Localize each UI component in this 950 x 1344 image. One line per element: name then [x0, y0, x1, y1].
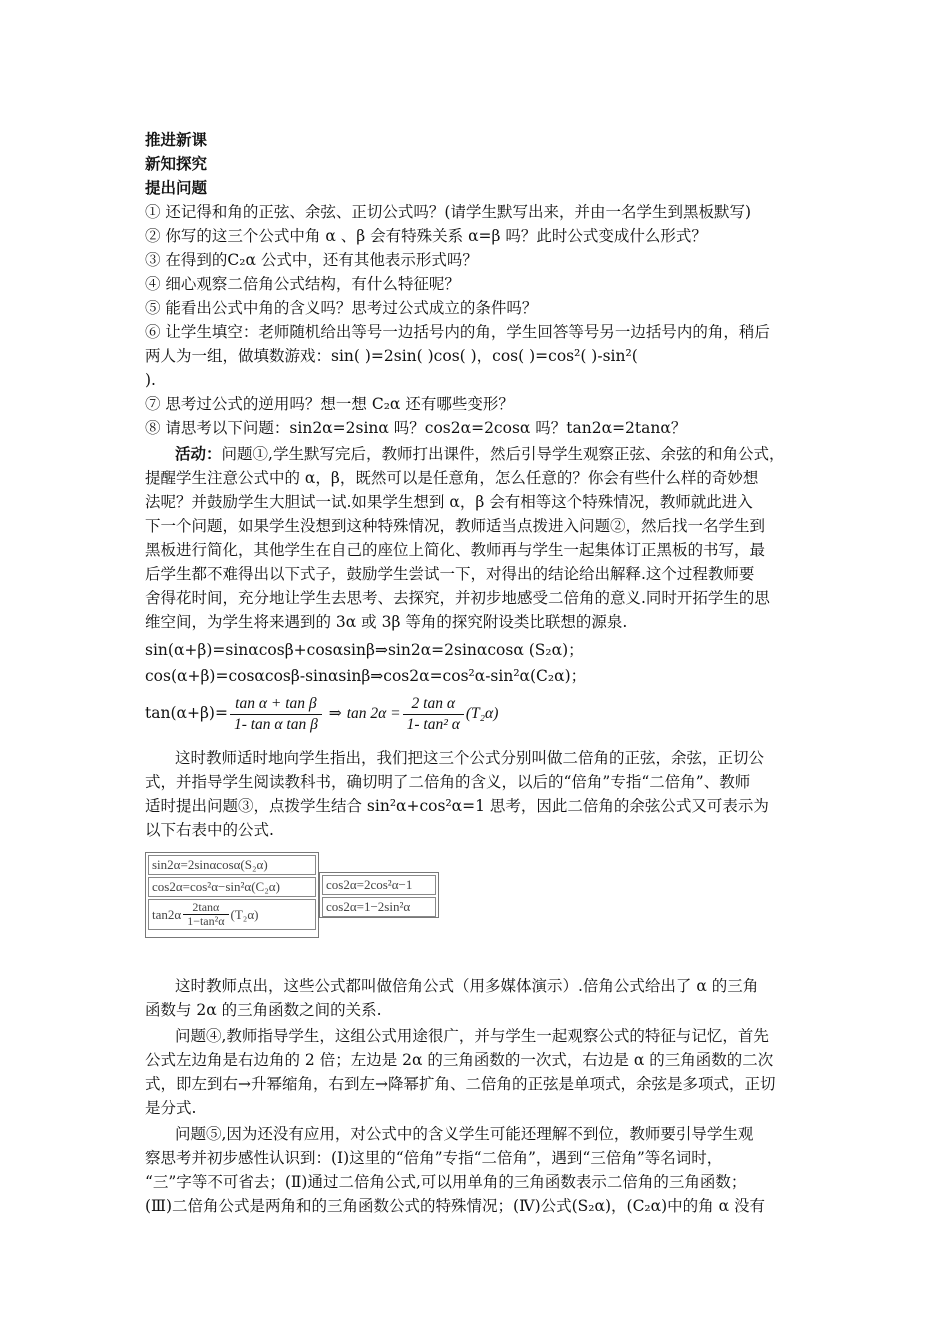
box-tan2a-den: 1−tan²α — [187, 914, 225, 928]
para3-line: 函数与 2α 的三角函数之间的关系. — [145, 1001, 382, 1019]
question-7: ⑦ 思考过公式的逆用吗？想一想 C₂α 还有哪些变形？ — [145, 395, 514, 413]
para4-line: 式，即左到右→升幂缩角，右到左→降幂扩角、二倍角的正弦是单项式，余弦是多项式，正切 — [145, 1075, 776, 1093]
para2-line: 适时提出问题③，点拨学生结合 sin²α+cos²α=1 思考，因此二倍角的余弦公式又可表示为 — [145, 797, 769, 815]
question-6-cont: 两人为一组，做填数游戏：sin( )=2sin( )cos( )，cos( )=cos²( )-sin²( — [145, 347, 638, 365]
tan-sum-fraction — [230, 694, 322, 735]
activity-line: 法呢？并鼓励学生大胆试一试.如果学生想到 α，β 会有相等这个特殊情况，教师就此进入 — [145, 493, 753, 511]
para4-line: 公式左边角是右边角的 2 倍；左边是 2α 的三角函数的一次式，右边是 α 的三角函数的二次 — [145, 1051, 774, 1069]
activity-line: 黑板进行简化，其他学生在自己的座位上简化、教师再与学生一起集体订正黑板的书写，最 — [145, 541, 766, 559]
tan2-numerator: 2 tan α — [403, 694, 464, 715]
question-4: ④ 细心观察二倍角公式结构，有什么特征呢？ — [145, 275, 460, 293]
question-8: ⑧ 请思考以下问题：sin2α=2sinα 吗？cos2α=2cosα 吗？tan2α=2tanα？ — [145, 419, 687, 437]
tan2-denominator: 1- tan² α — [406, 715, 460, 733]
heading-explore: 新知探究 — [145, 155, 208, 173]
question-6: ⑥ 让学生填空：老师随机给出等号一边括号内的角，学生回答等号另一边括号内的角，稍后 — [145, 323, 770, 341]
para2-line: 这时教师适时地向学生指出，我们把这三个公式分别叫做二倍角的正弦，余弦，正切公 — [175, 749, 765, 767]
activity-line: 维空间，为学生将来遇到的 3α 或 3β 等角的探究附设类比联想的源泉. — [145, 613, 628, 631]
box-cos2a-2: cos2α=1−2sin²α — [322, 897, 436, 917]
para5-line: (Ⅲ)二倍角公式是两角和的三角函数公式的特殊情况；(Ⅳ)公式(S₂α)，(C₂α)中的角 α 没有 — [145, 1197, 765, 1215]
para5-line: 察思考并初步感性认识到：(Ⅰ)这里的“倍角”专指“二倍角”，遇到“三倍角”等名词时， — [145, 1149, 723, 1167]
activity-line — [145, 442, 784, 466]
tan2-left: tan 2α = — [346, 705, 401, 722]
question-1: ① 还记得和角的正弦、余弦、正切公式吗？(请学生默写出来，并由一名学生到黑板默写) — [145, 203, 752, 221]
tan2-tag: (T₂α) — [465, 705, 499, 722]
box-cos2a: cos2α=cos²α−sin²α(C₂α) — [148, 877, 316, 897]
formula-box-left — [145, 852, 319, 938]
formula-box-right — [319, 872, 439, 918]
box-tan2a-tag: (T₂α) — [230, 906, 259, 922]
box-tan2a — [148, 899, 316, 930]
tan-sum-numerator: tan α + tan β — [230, 694, 322, 715]
box-sin2a: sin2α=2sinαcosα(S₂α) — [148, 855, 316, 875]
formula-tan2a — [145, 693, 498, 735]
formula-cos2a: cos(α+β)=cosαcosβ-sinαsinβ⇒cos2α=cos²α-sin²α(C₂α)； — [145, 667, 587, 685]
activity-text: 问题①,学生默写完后，教师打出课件，然后引导学生观察正弦、余弦的和角公式， — [221, 445, 785, 463]
para4-line: 问题④,教师指导学生，这组公式用途很广，并与学生一起观察公式的特征与记忆，首先 — [175, 1027, 769, 1045]
implies-arrow: ⇒ — [328, 704, 342, 722]
formula-sin2a: sin(α+β)=sinαcosβ+cosαsinβ⇒sin2α=2sinαcosα (S₂α)； — [145, 641, 584, 659]
activity-line: 提醒学生注意公式中的 α，β，既然可以是任意角，怎么任意的？你会有些什么样的奇妙想 — [145, 469, 759, 487]
activity-line: 下一个问题，如果学生没想到这种特殊情况，教师适当点拨进入问题②，然后找一名学生到 — [145, 517, 766, 535]
activity-line: 舍得花时间，充分地让学生去思考、去探究，并初步地感受二倍角的意义.同时开拓学生的思 — [145, 589, 770, 607]
para2-line: 以下右表中的公式. — [145, 821, 274, 839]
para4-line: 是分式. — [145, 1099, 197, 1117]
question-2: ② 你写的这三个公式中角 α 、β 会有特殊关系 α=β 吗？此时公式变成什么形式？ — [145, 227, 707, 245]
box-cos2a-1: cos2α=2cos²α−1 — [322, 875, 436, 895]
heading-new-lesson: 推进新课 — [145, 131, 208, 149]
question-3: ③ 在得到的C₂α 公式中，还有其他表示形式吗？ — [145, 251, 478, 269]
box-tan2a-frac — [183, 901, 228, 928]
para5-line: “三”字等不可省去；(Ⅱ)通过二倍角公式,可以用单角的三角函数表示二倍角的三角函数； — [145, 1173, 747, 1191]
activity-label: 活动： — [175, 445, 222, 463]
question-6-end: ). — [145, 371, 156, 389]
tan2-fraction — [403, 694, 464, 735]
para5-line: 问题⑤,因为还没有应用，对公式中的含义学生可能还理解不到位，教师要引导学生观 — [175, 1125, 754, 1143]
question-5: ⑤ 能看出公式中角的含义吗？思考过公式成立的条件吗？ — [145, 299, 538, 317]
para3-line: 这时教师点出，这些公式都叫做倍角公式（用多媒体演示）.倍角公式给出了 α 的三角 — [175, 977, 759, 995]
tan-sum-denominator: 1- tan α tan β — [233, 715, 318, 733]
box-tan2a-label: tan2α — [152, 906, 182, 922]
heading-questions: 提出问题 — [145, 179, 208, 197]
box-tan2a-num: 2tanα — [183, 901, 228, 915]
para2-line: 式，并指导学生阅读教科书，确切明了二倍角的含义，以后的“倍角”专指“二倍角”、教师 — [145, 773, 751, 791]
tan-sum-prefix: tan(α+β)= — [145, 704, 228, 722]
activity-line: 后学生都不难得出以下式子，鼓励学生尝试一下，对得出的结论给出解释.这个过程教师要 — [145, 565, 755, 583]
